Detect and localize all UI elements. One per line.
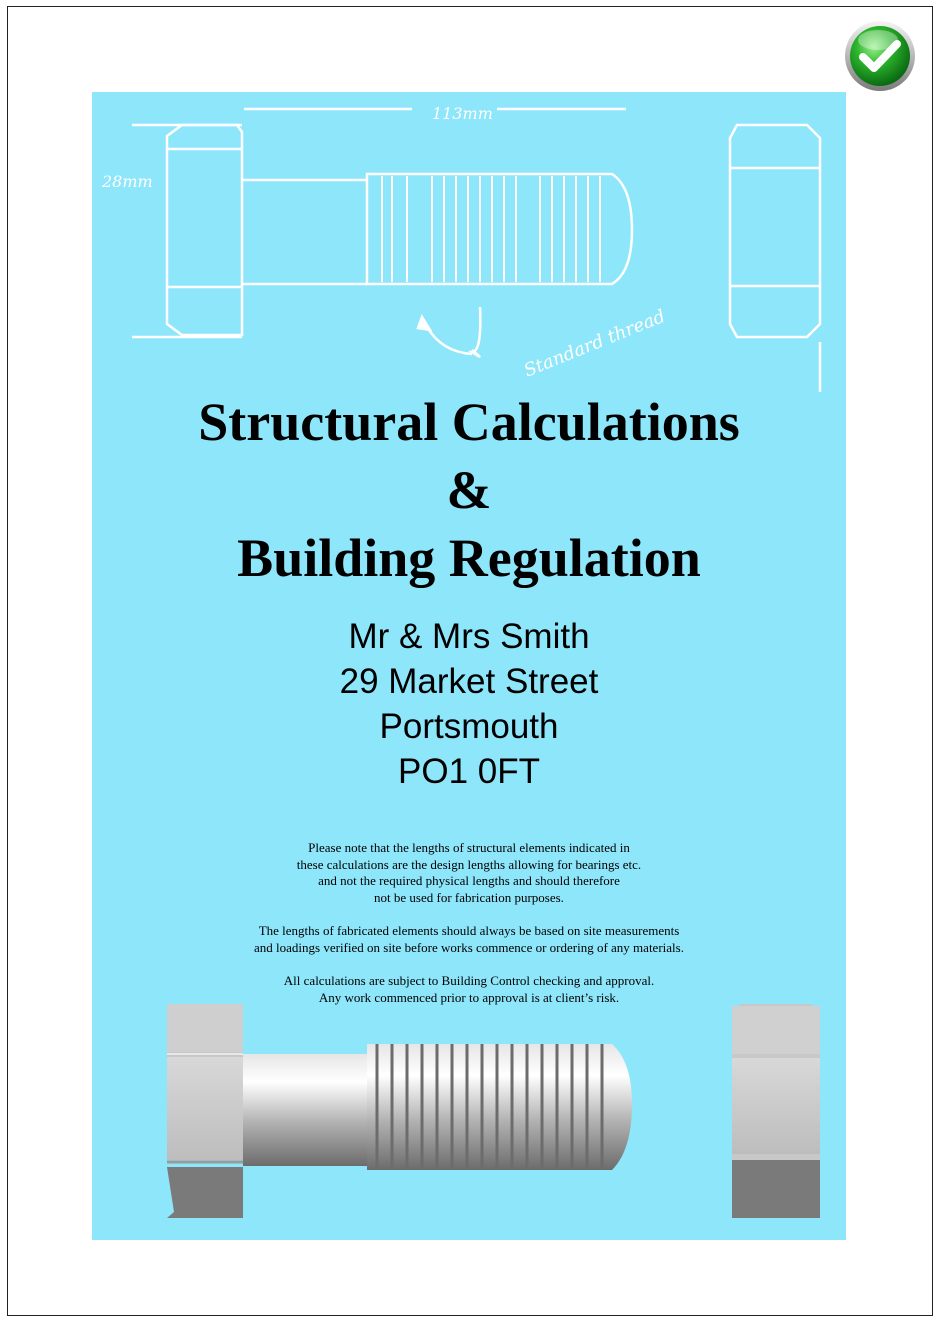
- bolt-illustration: [92, 989, 846, 1240]
- cover-page: [92, 92, 846, 1240]
- client-address: [92, 614, 846, 794]
- client-street: 29 Market Street: [339, 662, 599, 701]
- client-town: Portsmouth: [379, 707, 559, 746]
- client-postcode: PO1 0FT: [398, 752, 540, 791]
- note-paragraph: [92, 840, 846, 906]
- note-paragraph: [92, 923, 846, 956]
- note-line: and loadings verified on site before works commence or ordering of any materials.: [254, 939, 684, 955]
- title-line-1: Structural Calculations: [198, 392, 740, 452]
- client-name: Mr & Mrs Smith: [348, 617, 590, 656]
- approve-check-button[interactable]: [844, 20, 916, 92]
- title-line-2: Building Regulation: [237, 528, 701, 588]
- note-line: The lengths of fabricated elements should always be based on site measurements: [258, 923, 680, 938]
- note-line: not be used for fabrication purposes.: [374, 889, 564, 905]
- bolt-line-drawing: [92, 92, 846, 392]
- note-line: and not the required physical lengths and should therefore: [318, 873, 620, 888]
- length-dimension-label: 113mm: [432, 104, 493, 123]
- note-line: Please note that the lengths of structural elements indicated in: [308, 840, 630, 855]
- height-dimension-label: 28mm: [102, 172, 153, 191]
- note-line: Any work commenced prior to approval is at client’s risk.: [318, 989, 620, 1005]
- thread-label: Standard thread: [521, 305, 669, 382]
- note-line: these calculations are the design lengths allowing for bearings etc.: [296, 856, 642, 872]
- note-line: All calculations are subject to Building Control checking and approval.: [283, 973, 655, 988]
- title-ampersand: &: [446, 460, 492, 520]
